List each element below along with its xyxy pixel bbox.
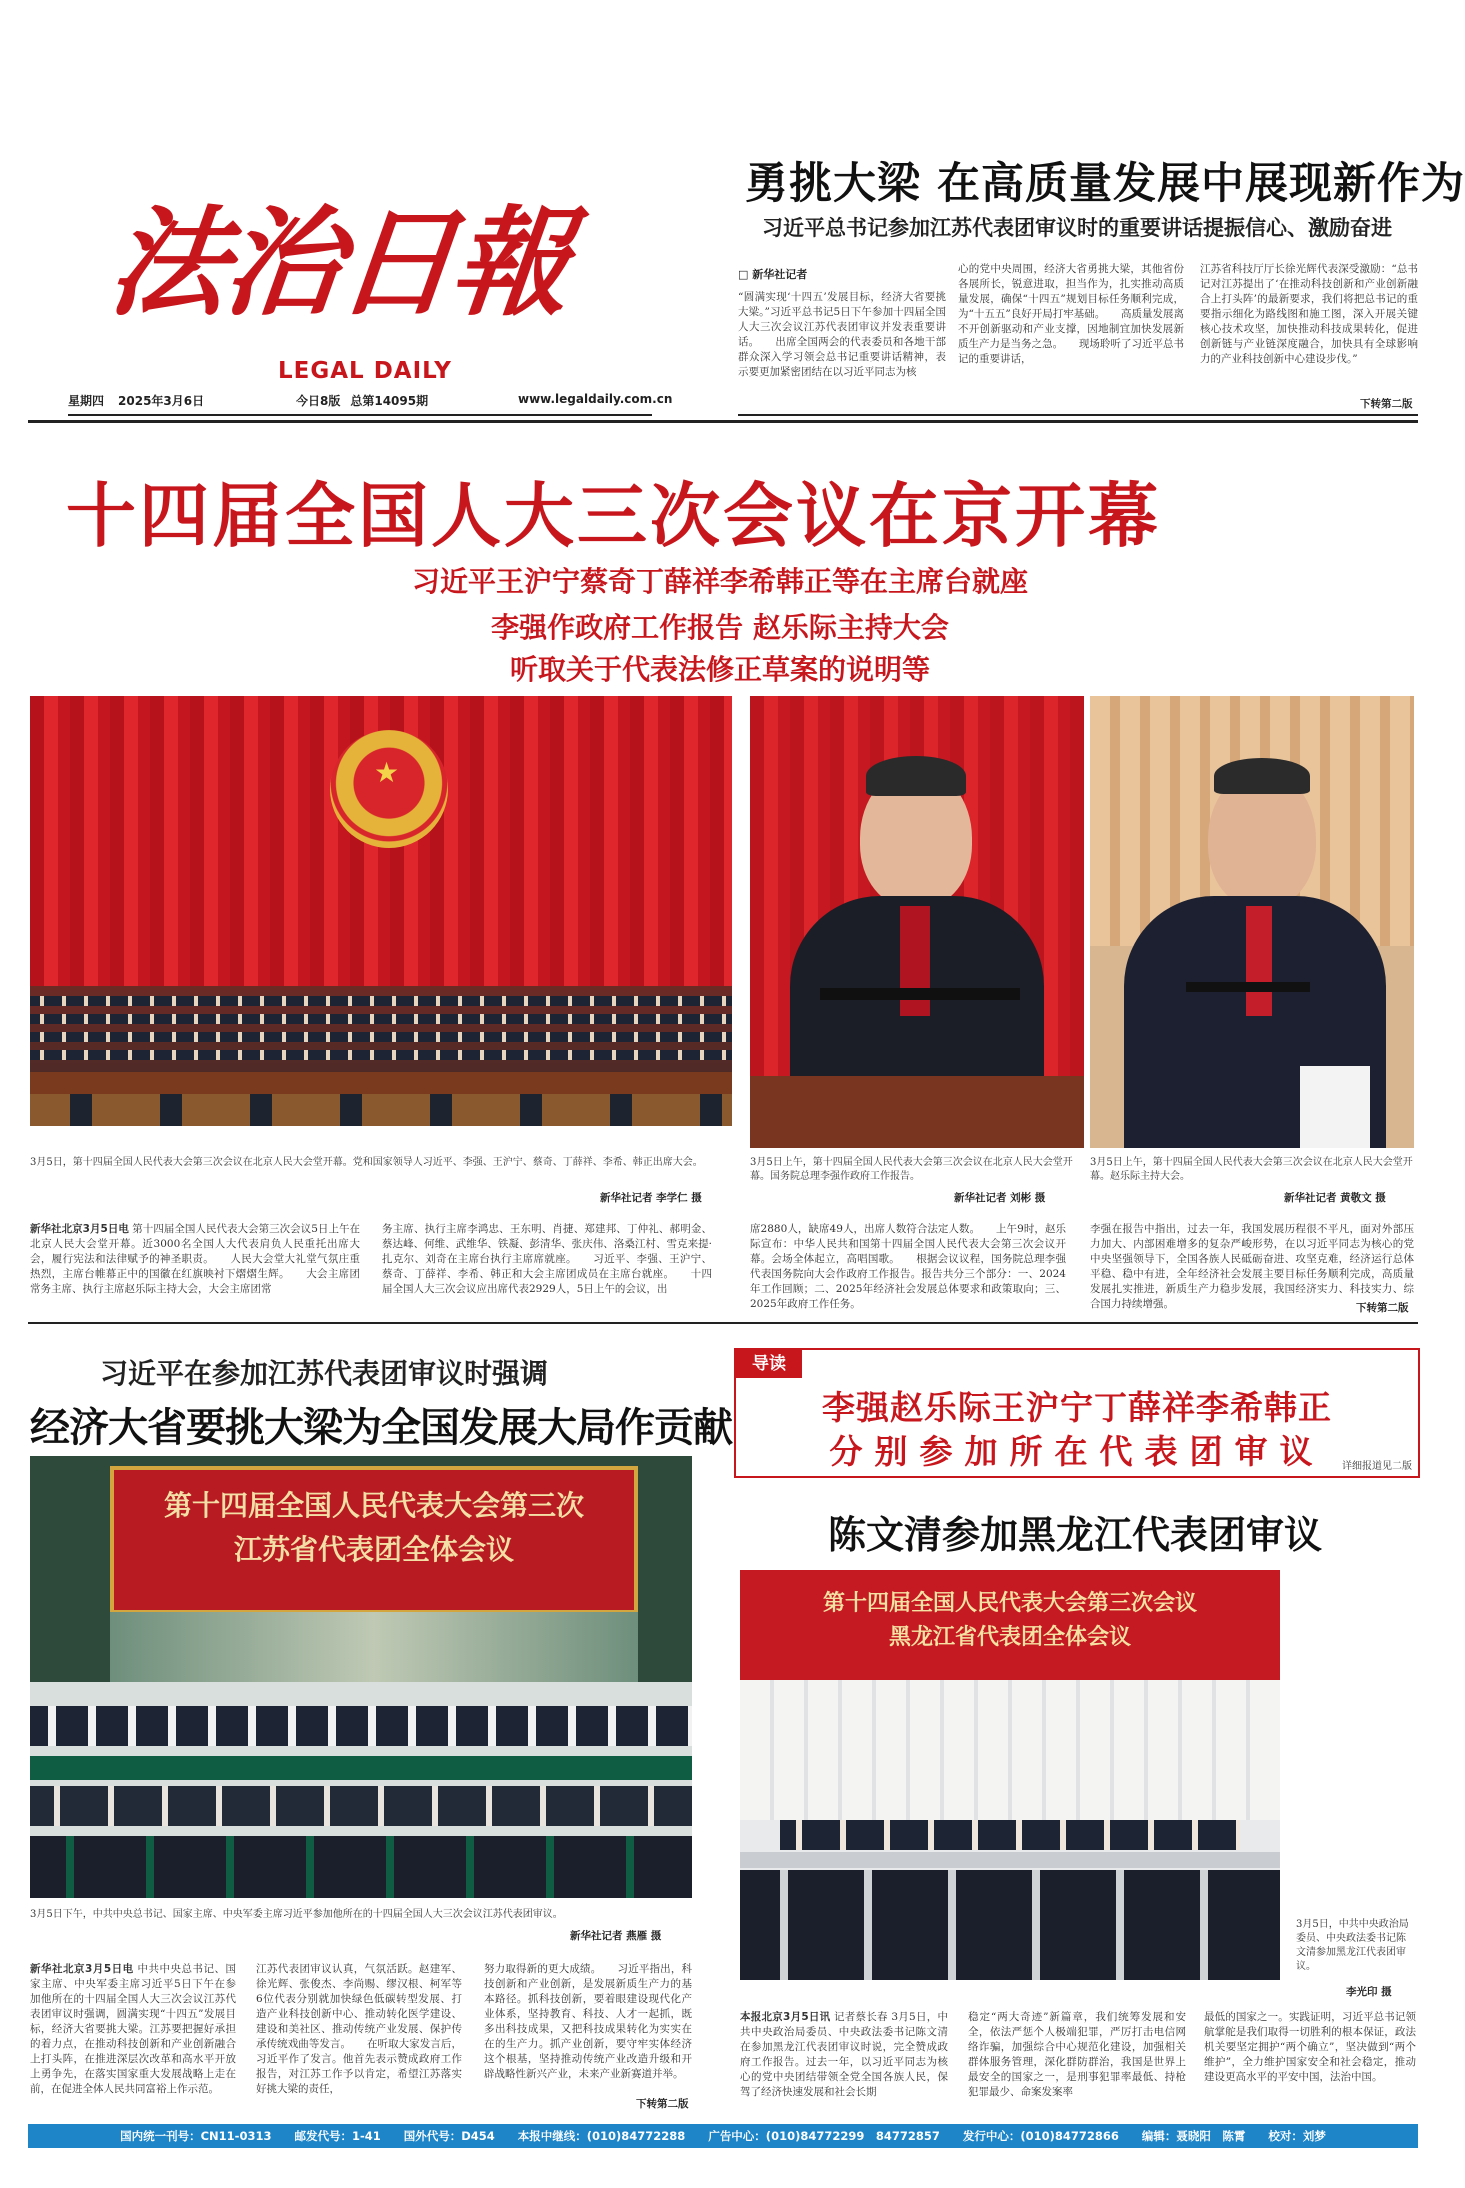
- top-story-col2: 心的党中央周围，经济大省勇挑大梁，其他省份各展所长，锐意进取，担当作为，扎实推动高质量发展，确保“十四五”规划目标任务顺利完成，为“十五五”良好开局打牢基础。 高质量发展离不开创新驱动和产业支撑，因地制宜加快发展新质生产力是当务之急。 现场聆听了习近平总书记的重要讲话，: [958, 263, 1184, 365]
- lead-col2: 务主席、执行主席李鸿忠、王东明、肖捷、郑建邦、丁仲礼、郝明金、蔡达峰、何维、武维华、铁凝、彭清华、张庆伟、洛桑江村、雪克来提·扎克尔、刘奇在主席台执行主席席就座。 习近平、李强、王沪宁、蔡奇、丁薛祥、李希、韩正和大会主席团成员在主席台就座。 十四届全国人大三次会议应出席代表2929人，5日上午的会议，出: [382, 1223, 712, 1295]
- lead-photo-chair: [1090, 696, 1414, 1148]
- issue-number: 总第14095期: [350, 394, 429, 408]
- jiangsu-col1: [30, 1962, 236, 2110]
- jiangsu-col1-text: 中共中央总书记、国家主席、中央军委主席习近平5日下午在参加他所在的十四届全国人大三次会议江苏代表团审议时强调，圆满实现“十四五”发展目标，经济大省要挑大梁。江苏要把握好承担的着力点，在推动科技创新和产业创新融合上打头阵，在推进深层次改革和高水平开放上勇争先，在落实国家重大发展战略上走在前，在促进全体人民共同富裕上作示范。: [30, 1963, 236, 2095]
- heilongjiang-dateline: 本报北京3月5日讯: [740, 2011, 831, 2023]
- masthead-title-en: LEGAL DAILY: [278, 358, 452, 384]
- lead-photo-premier-credit: 新华社记者 刘彬 摄: [954, 1192, 1046, 1204]
- heilongjiang-banner-line1: 第十四届全国人民代表大会第三次会议: [822, 1591, 1197, 1616]
- jiangsu-col3: 努力取得新的更大成绩。 习近平指出，科技创新和产业创新，是发展新质生产力的基本路径。抓科技创新，要着眼建设现代化产业体系，坚持教育、科技、人才一起抓，既多出科技成果，又把科技成果转化为实实在在的生产力。抓产业创新，要守牢实体经济这个根基，坚持推动传统产业改造升级和开辟战略性新兴产业，未来产业新赛道并举。: [484, 1963, 692, 2080]
- guide-tag: 导读: [736, 1350, 802, 1378]
- lead-sub1: 习近平王沪宁蔡奇丁薛祥李希韩正等在主席台就座: [411, 565, 1028, 598]
- jiangsu-dateline: 新华社北京3月5日电: [30, 1963, 134, 1975]
- top-story-byline: 新华社记者: [752, 268, 808, 281]
- date: 2025年3月6日: [118, 394, 205, 408]
- jiangsu-kicker: 习近平在参加江苏代表团审议时强调: [100, 1357, 549, 1390]
- jiangsu-caption: 3月5日下午，中共中央总书记、国家主席、中央军委主席习近平参加他所在的十四届全国人大三次会议江苏代表团审议。: [30, 1909, 563, 1920]
- lead-col4: 李强在报告中指出，过去一年，我国发展历程很不平凡，面对外部压力加大、内部困难增多的复杂严峻形势，在以习近平同志为核心的党中央坚强领导下，全国各族人民砥砺奋进、攻坚克难，经济运行总体平稳、稳中有进，全年经济社会发展主要目标任务顺利完成，高质量发展扎实推进，新质生产力稳步发展，我国经济实力、科技实力、综合国力持续增强。: [1090, 1223, 1414, 1310]
- heilongjiang-banner-line2: 黑龙江省代表团全体会议: [888, 1625, 1131, 1650]
- heilongjiang-credit: 李光印 摄: [1346, 1986, 1392, 1998]
- lead-photo-hall: [30, 696, 732, 1126]
- heilongjiang-col3: 最低的国家之一。实践证明，习近平总书记领航掌舵是我们取得一切胜利的根本保证，政法机关要坚定拥护“两个确立”，坚决做到“两个维护”，全力维护国家安全和社会稳定，推动建设更高水平的平安中国，法治中国。: [1204, 2011, 1416, 2083]
- lead-photo-chair-credit: 新华社记者 黄敬文 摄: [1284, 1192, 1386, 1204]
- heilongjiang-col1: [740, 2010, 948, 2116]
- heilongjiang-col1-text: 3月5日，中共中央政治局委员、中央政法委书记陈文清在参加黑龙江代表团审议时说，完全赞成政府工作报告。过去一年，以习近平同志为核心的党中央团结带领全党全国各族人民，保驾了经济快速发展和社会长期: [740, 2011, 948, 2098]
- jiangsu-photo: [30, 1456, 692, 1898]
- jiangsu-col2: 江苏代表团审议认真，气氛活跃。赵建军、徐光辉、张俊杰、李尚赐、缪汉根、柯军等6位代表分别就加快绿色低碳转型发展、打造产业科技创新中心、推动转化医学建设、建设和美社区、推动传统产业发展、保护传承传统戏曲等发言。 在听取大家发言后，习近平作了发言。他首先表示赞成政府工作报告，对江苏工作予以肯定，希望江苏落实好挑大梁的责任，: [256, 1963, 462, 2095]
- lead-col1-text: 第十四届全国人民代表大会第三次会议5日上午在北京人民大会堂开幕。近3000名全国人大代表肩负人民重托出席大会，履行宪法和法律赋予的神圣职责。 人民大会堂大礼堂气氛庄重热烈，主席台帷幕正中的国徽在红旗映衬下熠熠生辉。 大会主席团常务主席、执行主席赵乐际主持大会，大会主席团常: [30, 1223, 360, 1295]
- star-icon: ★: [374, 756, 400, 789]
- masthead-issue: [296, 392, 428, 409]
- weekday: 星期四: [68, 394, 105, 408]
- guide-line1: 李强赵乐际王沪宁丁薛祥李希韩正: [822, 1388, 1332, 1427]
- heilongjiang-reporter: 记者蔡长春: [833, 2011, 888, 2023]
- footer-bar: 国内统一刊号：CN11-0313 邮发代号：1-41 国外代号：D454 本报中继线：(010)84772288 广告中心：(010)84772299 84772857 发行中心：(010)84772866 编辑：聂晓阳 陈霄 校对：刘梦: [28, 2124, 1418, 2148]
- national-emblem-icon: [330, 730, 448, 848]
- lead-sub2: 李强作政府工作报告 赵乐际主持大会: [491, 611, 949, 644]
- lead-photo-hall-caption: 3月5日，第十四届全国人民代表大会第三次会议在北京人民大会堂开幕。党和国家领导人习近平、李强、王沪宁、蔡奇、丁薛祥、李希、韩正出席大会。: [30, 1157, 703, 1168]
- masthead-info: [68, 392, 204, 409]
- heilongjiang-headline[interactable]: 陈文清参加黑龙江代表团审议: [827, 1512, 1322, 1557]
- lead-col3: 席2880人，缺席49人，出席人数符合法定人数。 上午9时，赵乐际宣布：中华人民共和国第十四届全国人民代表大会第三次会议开幕。会场全体起立，高唱国歌。 根据会议议程，国务院总理李强代表国务院向大会作政府工作报告。报告共分三个部分：一、2024年工作回顾；二、2025年经济社会发展总体要求和政策取向；三、2025年政府工作任务。: [750, 1223, 1066, 1310]
- lead-sub3: 听取关于代表法修正草案的说明等: [509, 653, 930, 686]
- jiangsu-banner-line2: 江苏省代表团全体会议: [233, 1533, 514, 1566]
- guide-line2: 分别参加所在代表团审议: [829, 1432, 1325, 1471]
- heilongjiang-photo: [740, 1570, 1280, 1980]
- top-story-subheadline: 习近平总书记参加江苏代表团审议时的重要讲话提振信心、激励奋进: [762, 216, 1392, 240]
- lead-photo-premier-caption: 3月5日上午，第十四届全国人民代表大会第三次会议在北京人民大会堂开幕。国务院总理李强作政府工作报告。: [750, 1157, 1073, 1182]
- guide-note: 详细报道见二版: [1342, 1461, 1412, 1472]
- masthead-title: 法治日報: [102, 193, 574, 332]
- guide-box[interactable]: [734, 1348, 1420, 1478]
- top-story-col1: “圆满实现‘十四五’发展目标，经济大省要挑大梁。”习近平总书记5日下午参加十四届全国人大三次会议江苏代表团审议并发表重要讲话。 出席全国两会的代表委员和各地干部群众深入学习领会总书记重要讲话精神，表示要更加紧密团结在以习近平同志为核: [738, 291, 946, 378]
- jiangsu-credit: 新华社记者 燕雁 摄: [570, 1930, 662, 1942]
- top-story-headline[interactable]: 勇挑大梁 在高质量发展中展现新作为: [745, 159, 1465, 209]
- top-story-byline-wrap: [738, 266, 807, 282]
- top-story-continue[interactable]: 下转第二版: [1360, 398, 1413, 410]
- jiangsu-headline[interactable]: 经济大省要挑大梁为全国发展大局作贡献: [30, 1405, 732, 1451]
- lead-photo-hall-credit: 新华社记者 李学仁 摄: [600, 1192, 702, 1204]
- lead-continue[interactable]: 下转第二版: [1356, 1302, 1409, 1314]
- lead-dateline: 新华社北京3月5日电: [30, 1223, 129, 1235]
- heilongjiang-side-caption: 3月5日，中共中央政治局委员、中央政法委书记陈文清参加黑龙江代表团审议。: [1296, 1919, 1409, 1972]
- page-count: 今日8版: [296, 394, 341, 408]
- lead-photo-premier: [750, 696, 1084, 1148]
- lead-photo-chair-caption: 3月5日上午，第十四届全国人民代表大会第三次会议在北京人民大会堂开幕。赵乐际主持大会。: [1090, 1157, 1413, 1182]
- square-icon: □: [738, 268, 753, 281]
- jiangsu-continue[interactable]: 下转第二版: [636, 2098, 689, 2110]
- lead-headline[interactable]: 十四届全国人大三次会议在京开幕: [66, 475, 1161, 557]
- heilongjiang-col2: 稳定“两大奇迹”新篇章，我们统筹发展和安全，依法严惩个人极端犯罪，严厉打击电信网络诈骗，加强综合中心规范化建设，加强相关群体服务管理，深化群防群治，我国是世界上最安全的国家之一，是刑事犯罪率最低、持枪犯罪最少、命案发案率: [968, 2011, 1186, 2098]
- jiangsu-banner-line1: 第十四届全国人民代表大会第三次: [163, 1489, 584, 1522]
- site-url[interactable]: www.legaldaily.com.cn: [518, 392, 673, 406]
- top-story-col3: 江苏省科技厅厅长徐光辉代表深受激励：“总书记对江苏提出了‘在推动科技创新和产业创新融合上打头阵’的最新要求，我们将把总书记的重要指示细化为路线图和施工图，深入开展关键核心技术攻坚，加快推动科技成果转化，促进创新链与产业链深度融合，加快具有全球影响力的产业科技创新中心建设步伐。”: [1200, 263, 1418, 365]
- lead-col1: [30, 1222, 360, 1312]
